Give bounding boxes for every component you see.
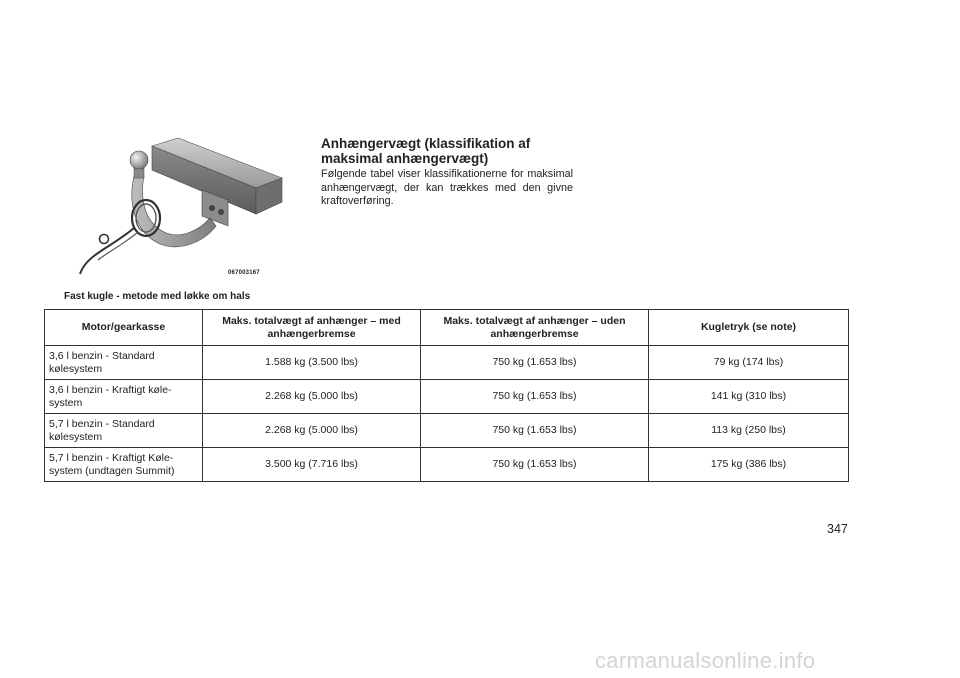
cell-tongue-weight: 113 kg (250 lbs): [649, 414, 849, 448]
cell-tongue-weight: 141 kg (310 lbs): [649, 380, 849, 414]
trailer-weight-table: [44, 309, 849, 482]
section-heading-line2: maksimal anhængervægt): [321, 151, 489, 166]
cell-engine: 5,7 l benzin - Kraftigt Køle-system (undtagen Summit): [45, 448, 203, 482]
table-row: [45, 414, 849, 448]
cell-tongue-weight: 79 kg (174 lbs): [649, 346, 849, 380]
header-with-brake: Maks. totalvægt af anhænger – med anhængerbremse: [203, 310, 421, 346]
table-row: [45, 380, 849, 414]
table-row: [45, 346, 849, 380]
section-body: Følgende tabel viser klassifikationerne for maksimal anhængervægt, der kan trækkes med den givne kraftoverføring.: [321, 168, 573, 207]
trailer-weight-section: [321, 136, 573, 209]
watermark-link[interactable]: carmanualsonline.info: [595, 648, 816, 673]
header-without-brake: Maks. totalvægt af anhænger – uden anhængerbremse: [421, 310, 649, 346]
header-engine: Motor/gearkasse: [45, 310, 203, 346]
cell-with-brake: 1.588 kg (3.500 lbs): [203, 346, 421, 380]
cell-without-brake: 750 kg (1.653 lbs): [421, 448, 649, 482]
cell-with-brake: 3.500 kg (7.716 lbs): [203, 448, 421, 482]
cell-without-brake: 750 kg (1.653 lbs): [421, 380, 649, 414]
cell-without-brake: 750 kg (1.653 lbs): [421, 346, 649, 380]
cell-with-brake: 2.268 kg (5.000 lbs): [203, 414, 421, 448]
table-row: [45, 448, 849, 482]
section-heading-line1: Anhængervægt (klassifikation af: [321, 136, 531, 151]
header-tongue-weight: Kugletryk (se note): [649, 310, 849, 346]
cell-engine: 3,6 l benzin - Standard kølesystem: [45, 346, 203, 380]
cell-engine: 5,7 l benzin - Standard kølesystem: [45, 414, 203, 448]
figure-code: 067003167: [228, 270, 260, 276]
page-number: 347: [827, 522, 848, 536]
figure-caption: Fast kugle - metode med løkke om hals: [64, 291, 251, 302]
tow-ball-illustration: [60, 118, 292, 278]
cell-tongue-weight: 175 kg (386 lbs): [649, 448, 849, 482]
table-header-row: [45, 310, 849, 346]
cell-without-brake: 750 kg (1.653 lbs): [421, 414, 649, 448]
cell-engine: 3,6 l benzin - Kraftigt køle-system: [45, 380, 203, 414]
cell-with-brake: 2.268 kg (5.000 lbs): [203, 380, 421, 414]
section-heading: [321, 136, 573, 166]
tow-hitch-drawing: [60, 118, 292, 278]
